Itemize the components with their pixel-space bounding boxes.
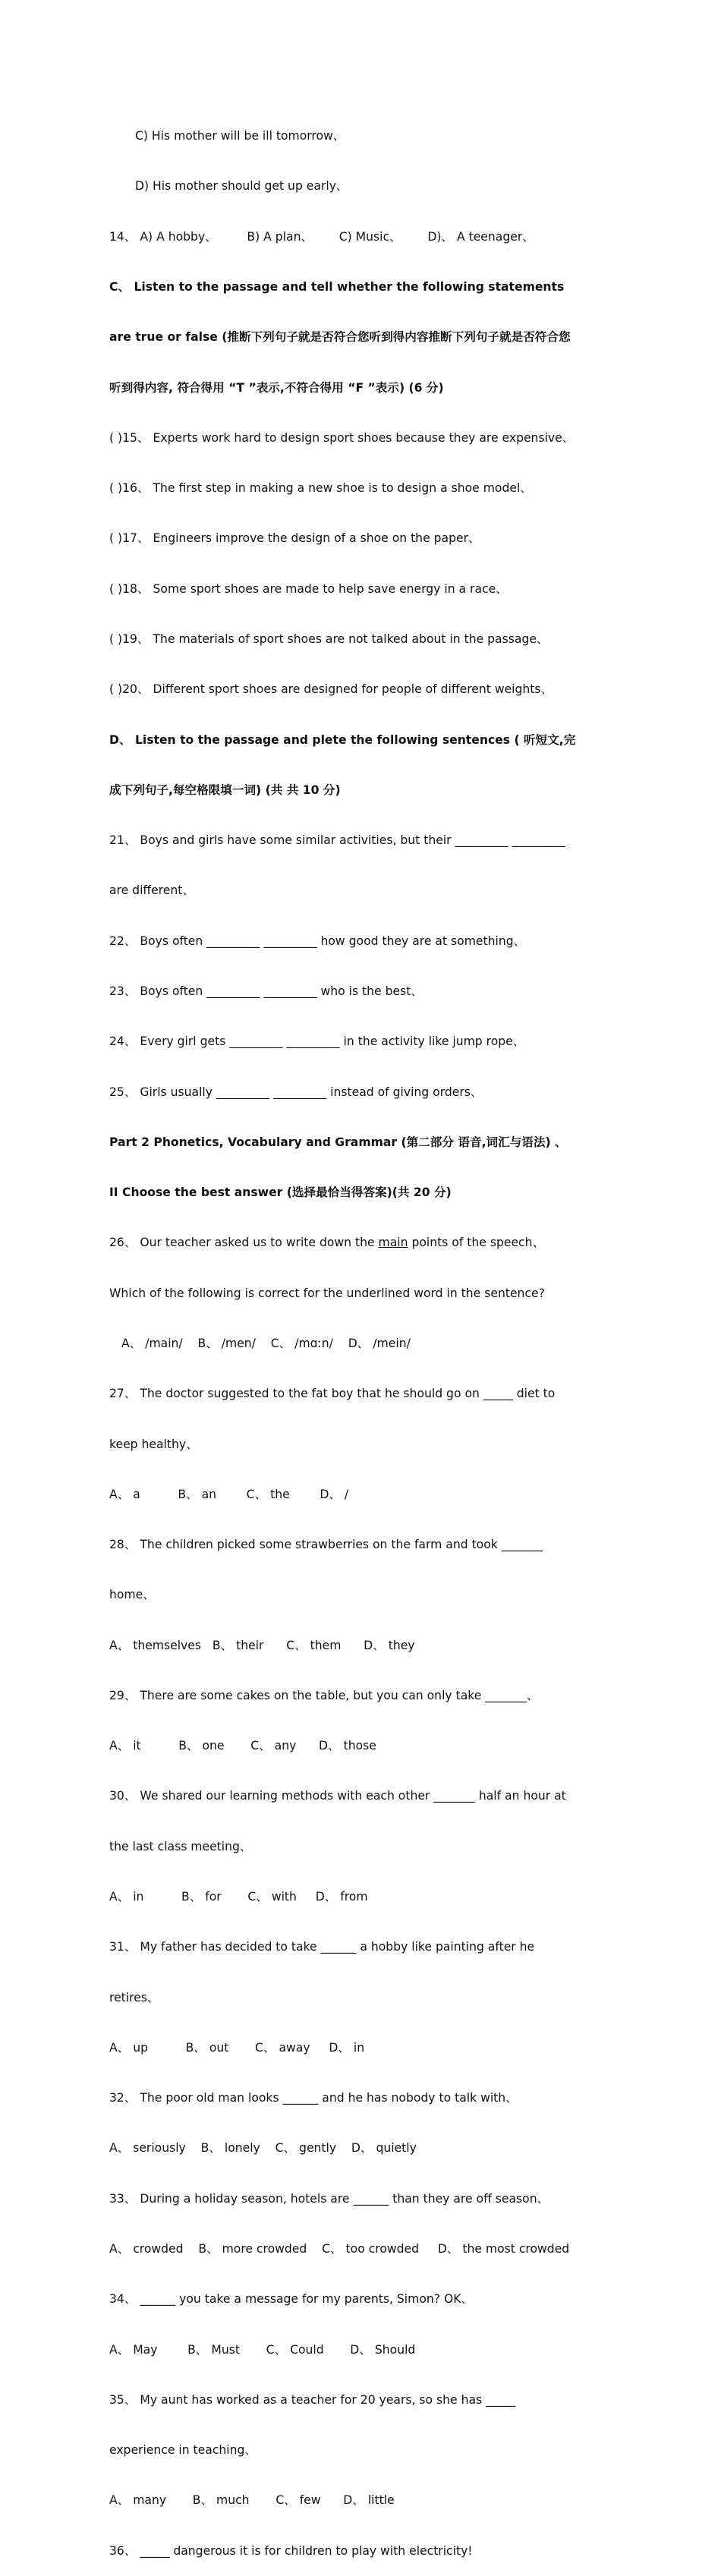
- options-28: A、 themselves B、 their C、 them D、 they: [109, 1638, 415, 1652]
- question-27: 27、 The doctor suggested to the fat boy that he should go on _____ diet to: [109, 1387, 556, 1401]
- option-d-13: D) His mother should get up early、: [135, 179, 348, 194]
- question-31-cont: retires、: [109, 1990, 159, 2004]
- question-19: ( )19、 The materials of sport shoes are not talked about in the passage、: [109, 632, 549, 646]
- section-d-heading: D、 Listen to the passage and plete the following sentences ( 听短文,完: [109, 732, 576, 747]
- options-35: A、 many B、 much C、 few D、 little: [109, 2493, 395, 2508]
- question-26-cont: Which of the following is correct for the underlined word in the sentence?: [109, 1286, 545, 1300]
- options-31: A、 up B、 out C、 away D、 in: [109, 2040, 365, 2055]
- options-27: A、 a B、 an C、 the D、 /: [109, 1487, 349, 1501]
- question-36: 36、 _____ dangerous it is for children to play with electricity!: [109, 2543, 473, 2558]
- question-29: 29、 There are some cakes on the table, but you can only take _______、: [109, 1688, 539, 1702]
- question-15: ( )15、 Experts work hard to design sport shoes because they are expensive、: [109, 430, 575, 445]
- question-35-cont: experience in teaching、: [109, 2443, 257, 2458]
- question-23: 23、 Boys often _________ _________ who is the best、: [109, 984, 423, 998]
- question-31: 31、 My father has decided to take ______ a hobby like painting after he: [109, 1940, 535, 1954]
- question-35: 35、 My aunt has worked as a teacher for 20 years, so she has _____: [109, 2392, 516, 2407]
- underlined-word: main: [378, 1236, 408, 1250]
- options-30: A、 in B、 for C、 with D、 from: [109, 1890, 368, 1904]
- document-page: [109, 94, 618, 2576]
- options-33: A、 crowded B、 more crowded C、 too crowded D、 the most crowded: [109, 2242, 570, 2256]
- section-c-heading-2: are true or false (推断下列句子就是否符合您听到得内容推断下列句子就是否符合您: [109, 330, 571, 345]
- question-20: ( )20、 Different sport shoes are designed for people of different weights、: [109, 682, 553, 697]
- option-c-13: C) His mother will be ill tomorrow、: [135, 129, 345, 143]
- options-29: A、 it B、 one C、 any D、 those: [109, 1739, 376, 1753]
- question-17: ( )17、 Engineers improve the design of a shoe on the paper、: [109, 531, 480, 546]
- question-18: ( )18、 Some sport shoes are made to help save energy in a race、: [109, 581, 508, 596]
- section-d-heading-2: 成下列句子,每空格限填一词) (共 共 10 分): [109, 783, 341, 797]
- question-33: 33、 During a holiday season, hotels are ______ than they are off season、: [109, 2191, 549, 2206]
- question-28: 28、 The children picked some strawberries on the farm and took _______: [109, 1538, 543, 1552]
- options-32: A、 seriously B、 lonely C、 gently D、 quietly: [109, 2141, 417, 2156]
- question-21-cont: are different、: [109, 883, 194, 898]
- question-22: 22、 Boys often _________ _________ how good they are at something、: [109, 934, 526, 948]
- part-2-heading: Part 2 Phonetics, Vocabulary and Grammar (第二部分 语音,词汇与语法) 、: [109, 1135, 567, 1149]
- section-ii-heading: II Choose the best answer (选择最恰当得答案)(共 20 分): [109, 1186, 452, 1200]
- question-30: 30、 We shared our learning methods with each other _______ half an hour at: [109, 1789, 566, 1803]
- options-26: A、 /main/ B、 /men/ C、 /mɑːn/ D、 /mein/: [121, 1336, 411, 1350]
- question-32: 32、 The poor old man looks ______ and he has nobody to talk with、: [109, 2091, 518, 2105]
- question-16: ( )16、 The first step in making a new shoe is to design a shoe model、: [109, 481, 532, 496]
- question-24: 24、 Every girl gets _________ _________ in the activity like jump rope、: [109, 1034, 525, 1049]
- question-30-cont: the last class meeting、: [109, 1839, 252, 1853]
- question-25: 25、 Girls usually _________ _________ instead of giving orders、: [109, 1085, 483, 1099]
- question-26: [109, 1234, 618, 1251]
- question-26-text-c: points of the speech、: [408, 1236, 545, 1250]
- section-c-heading: C、 Listen to the passage and tell whether the following statements: [109, 280, 565, 294]
- question-14: 14、 A) A hobby、 B) A plan、 C) Music、 D)、 A teenager、: [109, 229, 534, 244]
- question-27-cont: keep healthy、: [109, 1437, 198, 1451]
- question-21: 21、 Boys and girls have some similar activities, but their _________ _________: [109, 833, 565, 848]
- options-34: A、 May B、 Must C、 Could D、 Should: [109, 2342, 416, 2357]
- question-26-text-a: 26、 Our teacher asked us to write down the: [109, 1236, 379, 1250]
- section-c-heading-3: 听到得内容, 符合得用 “T ”表示,不符合得用 “F ”表示) (6 分): [109, 380, 444, 395]
- question-34: 34、 ______ you take a message for my parents, Simon? OK、: [109, 2292, 474, 2307]
- question-28-cont: home、: [109, 1588, 155, 1602]
